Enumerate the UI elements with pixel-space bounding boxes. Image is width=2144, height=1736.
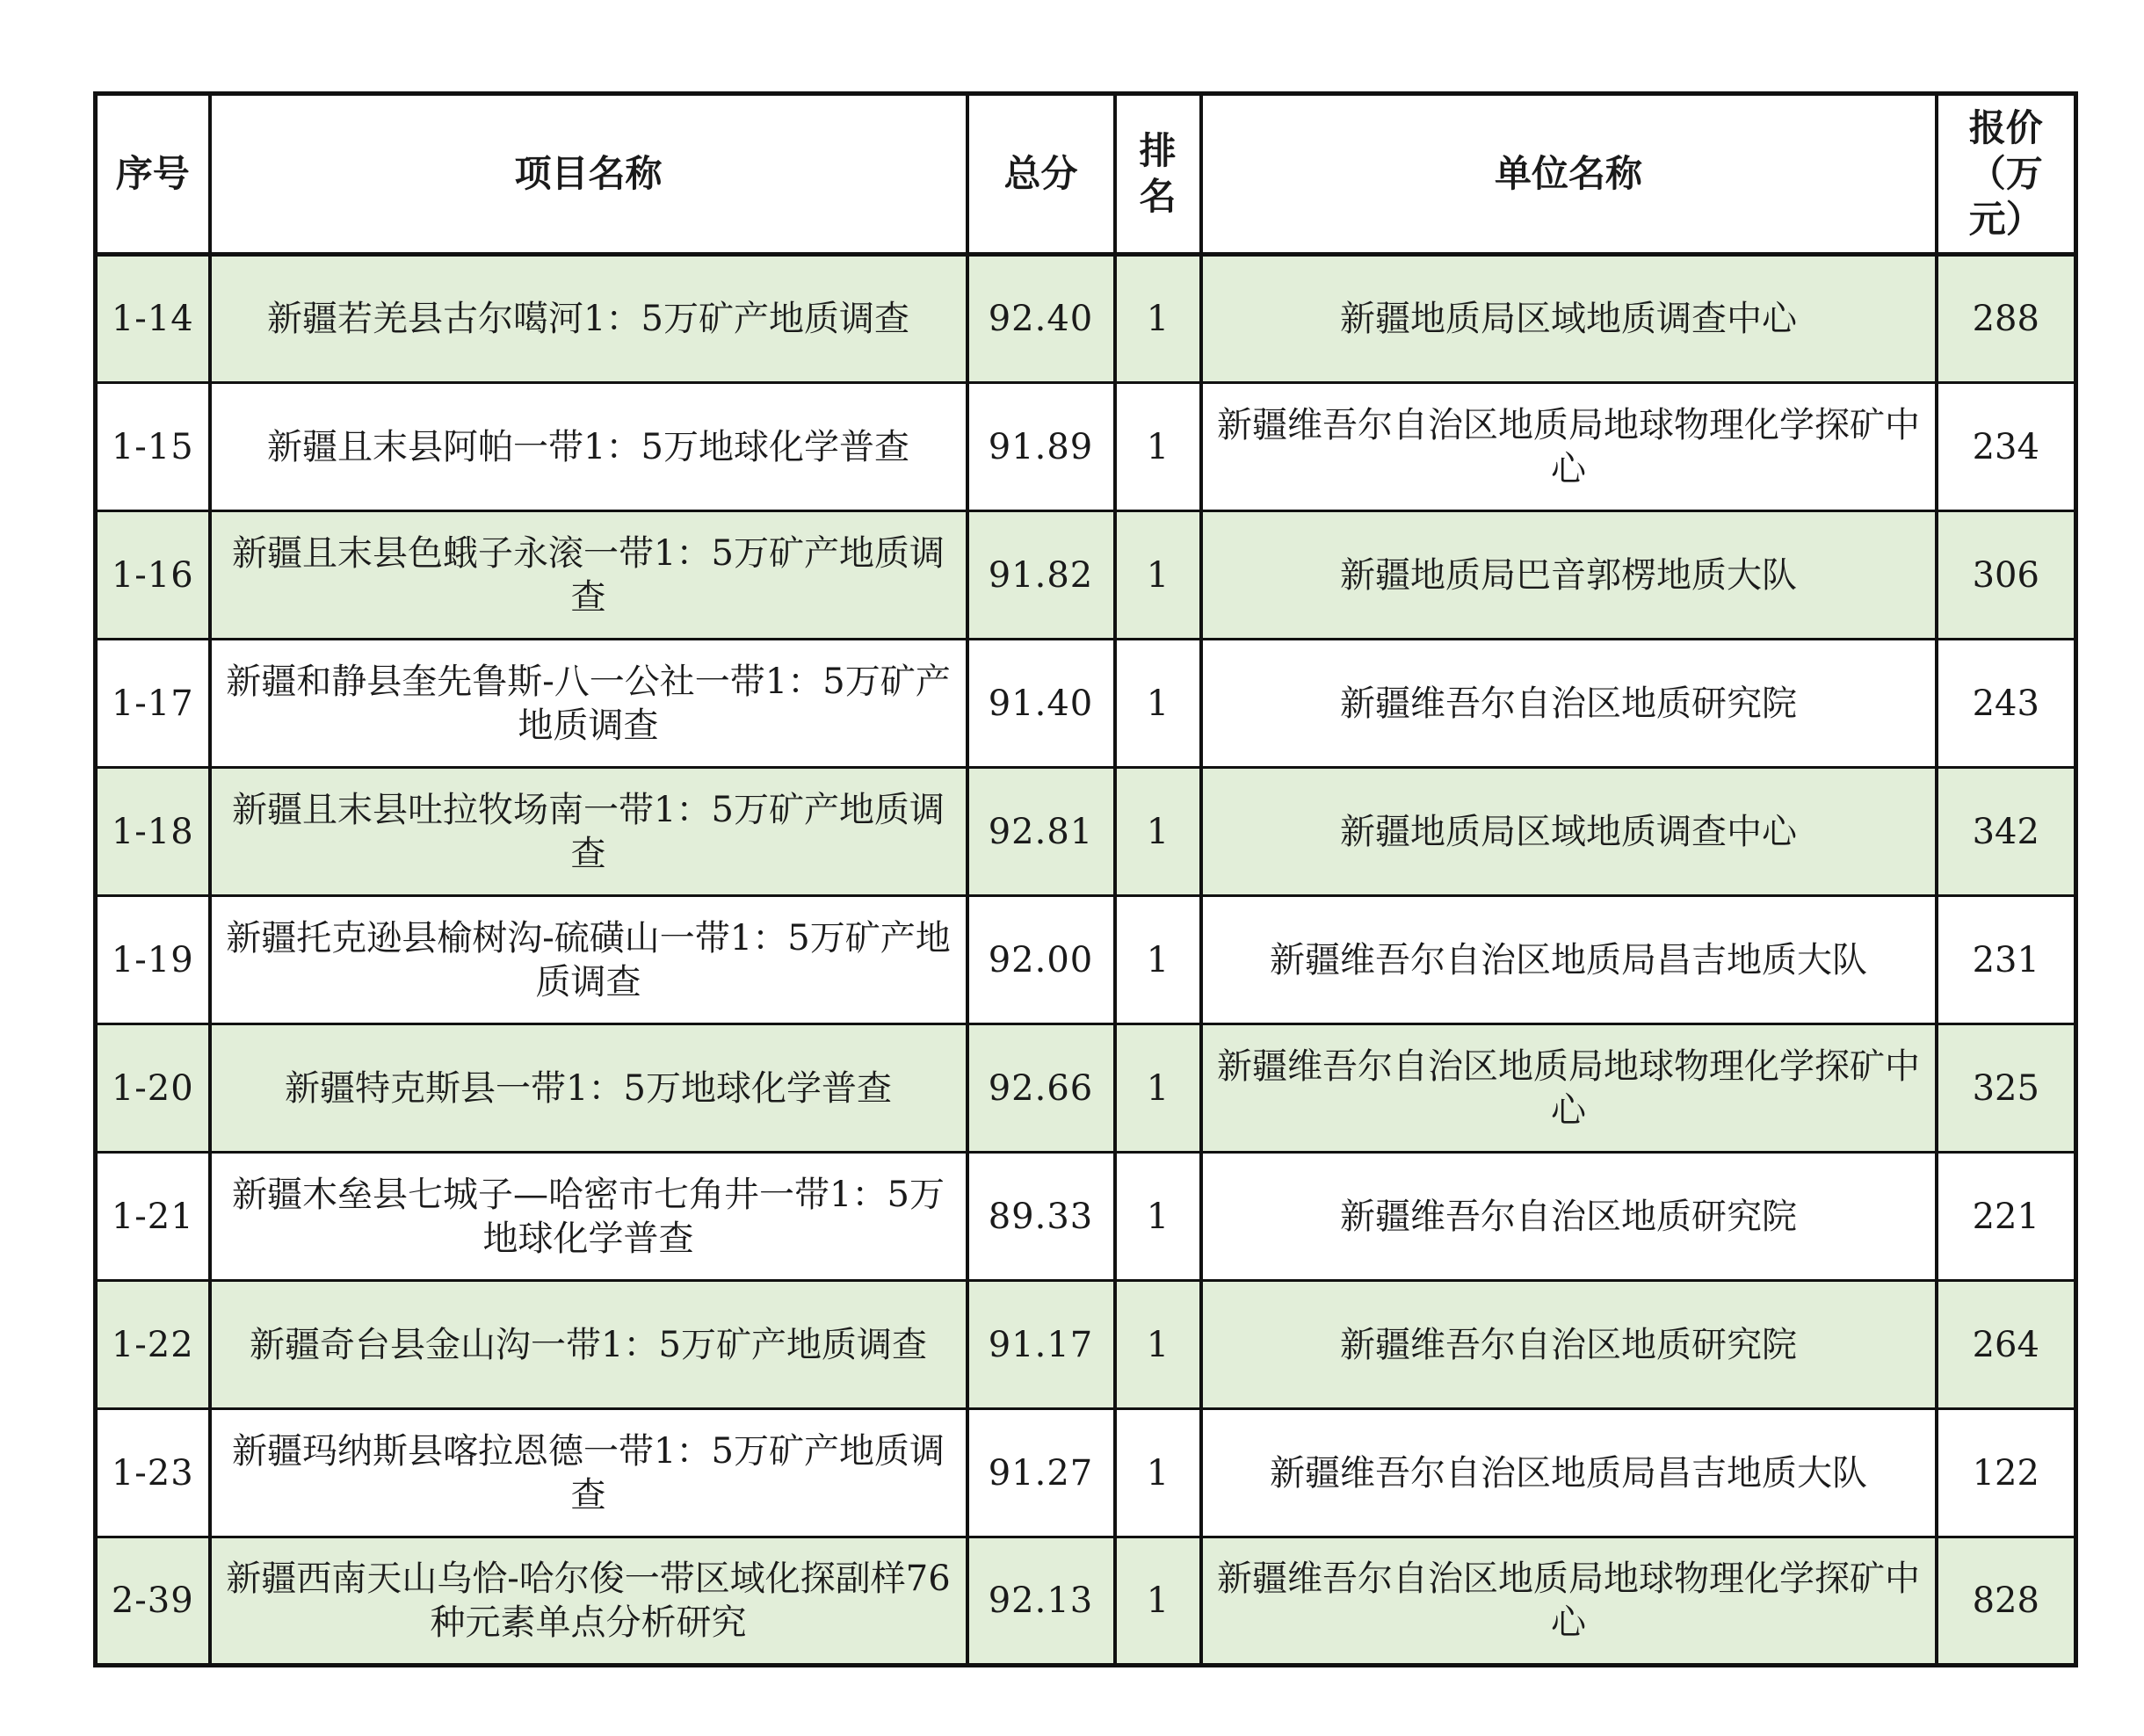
cell-no: 1-21	[96, 1153, 210, 1281]
cell-no: 1-20	[96, 1024, 210, 1153]
cell-rank: 1	[1115, 511, 1201, 640]
cell-price: 221	[1937, 1153, 2076, 1281]
cell-unit-name: 新疆维吾尔自治区地质局地球物理化学探矿中心	[1201, 1537, 1937, 1666]
cell-price: 243	[1937, 640, 2076, 768]
cell-project-name: 新疆且末县吐拉牧场南一带1：5万矿产地质调查	[210, 768, 967, 896]
cell-rank: 1	[1115, 896, 1201, 1024]
header-rank-label: 排名	[1139, 129, 1177, 218]
cell-rank: 1	[1115, 1409, 1201, 1537]
cell-no: 1-14	[96, 255, 210, 383]
cell-project-name: 新疆玛纳斯县喀拉恩德一带1：5万矿产地质调查	[210, 1409, 967, 1537]
cell-unit-name: 新疆维吾尔自治区地质局昌吉地质大队	[1201, 1409, 1937, 1537]
cell-rank: 1	[1115, 255, 1201, 383]
header-project-name: 项目名称	[210, 94, 967, 255]
table-row	[96, 1281, 2076, 1409]
cell-price: 342	[1937, 768, 2076, 896]
cell-total-score: 91.27	[967, 1409, 1115, 1537]
cell-price: 234	[1937, 383, 2076, 511]
cell-total-score: 92.81	[967, 768, 1115, 896]
cell-rank: 1	[1115, 640, 1201, 768]
cell-rank: 1	[1115, 1281, 1201, 1409]
cell-project-name: 新疆特克斯县一带1：5万地球化学普查	[210, 1024, 967, 1153]
cell-unit-name: 新疆维吾尔自治区地质研究院	[1201, 640, 1937, 768]
cell-price: 288	[1937, 255, 2076, 383]
header-price	[1937, 94, 2076, 255]
cell-no: 1-15	[96, 383, 210, 511]
table-row	[96, 768, 2076, 896]
cell-unit-name: 新疆维吾尔自治区地质局地球物理化学探矿中心	[1201, 1024, 1937, 1153]
cell-project-name: 新疆西南天山乌恰-哈尔俊一带区域化探副样76种元素单点分析研究	[210, 1537, 967, 1666]
header-price-label: 报价（万元）	[1968, 106, 2043, 241]
cell-total-score: 91.40	[967, 640, 1115, 768]
cell-unit-name: 新疆地质局巴音郭楞地质大队	[1201, 511, 1937, 640]
header-total-score: 总分	[967, 94, 1115, 255]
cell-project-name: 新疆若羌县古尔噶河1：5万矿产地质调查	[210, 255, 967, 383]
cell-price: 122	[1937, 1409, 2076, 1537]
cell-total-score: 89.33	[967, 1153, 1115, 1281]
table-row	[96, 1537, 2076, 1666]
cell-rank: 1	[1115, 383, 1201, 511]
cell-project-name: 新疆托克逊县榆树沟-硫磺山一带1：5万矿产地质调查	[210, 896, 967, 1024]
cell-total-score: 91.82	[967, 511, 1115, 640]
table-body	[96, 255, 2076, 1666]
cell-total-score: 91.17	[967, 1281, 1115, 1409]
table-row	[96, 640, 2076, 768]
cell-unit-name: 新疆维吾尔自治区地质研究院	[1201, 1281, 1937, 1409]
cell-unit-name: 新疆维吾尔自治区地质局昌吉地质大队	[1201, 896, 1937, 1024]
cell-total-score: 92.13	[967, 1537, 1115, 1666]
cell-price: 306	[1937, 511, 2076, 640]
cell-no: 2-39	[96, 1537, 210, 1666]
cell-project-name: 新疆且末县阿帕一带1：5万地球化学普查	[210, 383, 967, 511]
cell-no: 1-16	[96, 511, 210, 640]
cell-total-score: 92.40	[967, 255, 1115, 383]
header-unit-name: 单位名称	[1201, 94, 1937, 255]
cell-price: 264	[1937, 1281, 2076, 1409]
cell-no: 1-18	[96, 768, 210, 896]
table-row	[96, 1409, 2076, 1537]
cell-project-name: 新疆和静县奎先鲁斯-八一公社一带1：5万矿产地质调查	[210, 640, 967, 768]
cell-rank: 1	[1115, 1024, 1201, 1153]
cell-project-name: 新疆奇台县金山沟一带1：5万矿产地质调查	[210, 1281, 967, 1409]
cell-unit-name: 新疆地质局区域地质调查中心	[1201, 255, 1937, 383]
cell-project-name: 新疆且末县色蛾子永滚一带1：5万矿产地质调查	[210, 511, 967, 640]
table-row	[96, 511, 2076, 640]
cell-project-name: 新疆木垒县七城子—哈密市七角井一带1：5万地球化学普查	[210, 1153, 967, 1281]
cell-rank: 1	[1115, 768, 1201, 896]
table-row	[96, 896, 2076, 1024]
cell-total-score: 92.66	[967, 1024, 1115, 1153]
cell-unit-name: 新疆维吾尔自治区地质局地球物理化学探矿中心	[1201, 383, 1937, 511]
cell-rank: 1	[1115, 1537, 1201, 1666]
cell-price: 828	[1937, 1537, 2076, 1666]
cell-unit-name: 新疆地质局区域地质调查中心	[1201, 768, 1937, 896]
header-row	[96, 94, 2076, 255]
table-row	[96, 1024, 2076, 1153]
table-header	[96, 94, 2076, 255]
table-row	[96, 255, 2076, 383]
cell-no: 1-23	[96, 1409, 210, 1537]
cell-no: 1-22	[96, 1281, 210, 1409]
table-row	[96, 1153, 2076, 1281]
cell-no: 1-19	[96, 896, 210, 1024]
results-table	[93, 91, 2078, 1667]
cell-rank: 1	[1115, 1153, 1201, 1281]
cell-total-score: 91.89	[967, 383, 1115, 511]
cell-price: 231	[1937, 896, 2076, 1024]
cell-no: 1-17	[96, 640, 210, 768]
cell-unit-name: 新疆维吾尔自治区地质研究院	[1201, 1153, 1937, 1281]
cell-total-score: 92.00	[967, 896, 1115, 1024]
header-rank	[1115, 94, 1201, 255]
cell-price: 325	[1937, 1024, 2076, 1153]
table-row	[96, 383, 2076, 511]
header-no: 序号	[96, 94, 210, 255]
